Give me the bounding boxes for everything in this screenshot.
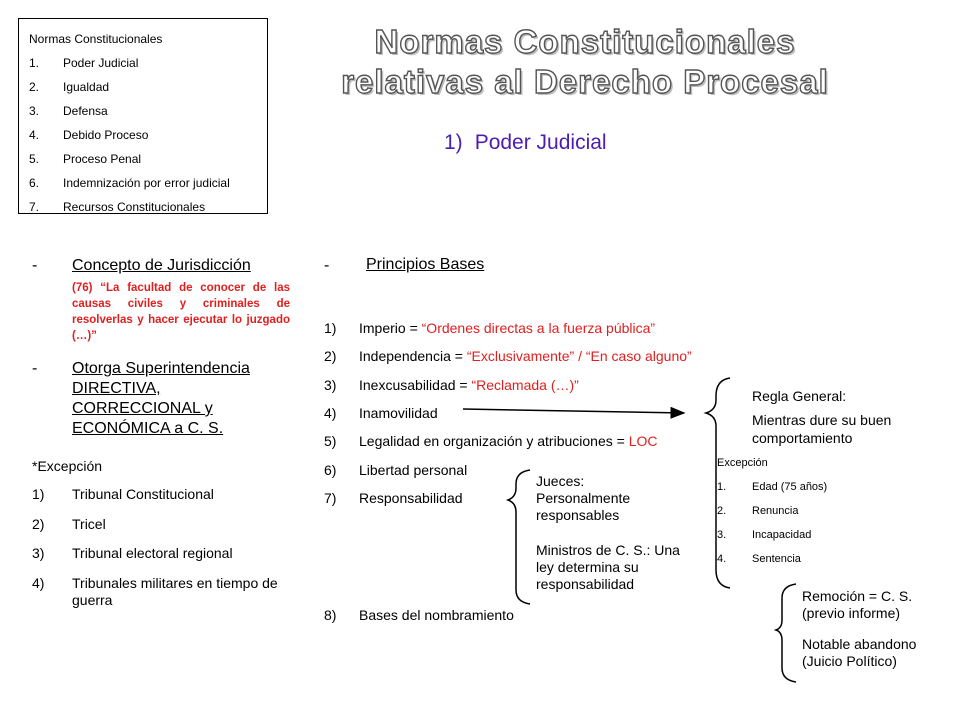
principle-label: Inamovilidad: [359, 405, 438, 421]
jurisdiction-quote: (76) “La facultad de conocer de las causas civiles y criminales de resolverlas y hacer ejecutar lo juzgado (…)”: [72, 282, 290, 342]
concept-heading: Concepto de Jurisdicción: [72, 257, 251, 274]
principles-heading: Principios Bases: [366, 256, 485, 273]
curly-brace: [706, 378, 730, 588]
list-item-num: 3): [32, 545, 45, 561]
principle-num: 7): [324, 490, 337, 506]
index-item-label: Debido Proceso: [63, 128, 149, 142]
index-item-num: 2.: [29, 80, 40, 94]
curly-brace: [508, 470, 530, 604]
principle-quote: “Ordenes directas a la fuerza pública”: [421, 320, 656, 336]
index-item-label: Igualdad: [63, 80, 110, 94]
index-item-label: Recursos Constitucionales: [63, 200, 206, 214]
index-item-num: 5.: [29, 152, 40, 166]
general-rule-heading: Regla General:: [752, 388, 847, 404]
exception-label: Sentencia: [752, 553, 801, 565]
principle-label: Bases del nombramiento: [359, 607, 514, 623]
principle-num: 2): [324, 348, 337, 364]
abandonment-note: Notable abandono (Juicio Político): [802, 636, 917, 669]
principle-quote: “Reclamada (…)”: [471, 377, 579, 393]
principle-num: 8): [324, 607, 337, 623]
title-line-1: Normas Constitucionales: [374, 23, 796, 60]
arrow-connector: [463, 409, 684, 413]
list-item-label: Tribunal electoral regional: [72, 545, 233, 561]
title-line-2: relativas al Derecho Procesal: [341, 63, 829, 100]
exception-label: Edad (75 años): [752, 481, 828, 493]
principle-num: 4): [324, 405, 337, 421]
exception-label: Incapacidad: [752, 529, 812, 541]
index-item-num: 1.: [29, 56, 40, 70]
exception-num: 4.: [717, 553, 727, 565]
principle-num: 6): [324, 462, 337, 478]
list-item-num: 4): [32, 575, 45, 591]
exception-num: 2.: [717, 505, 727, 517]
index-item-label: Poder Judicial: [63, 56, 139, 70]
principle-quote: “Exclusivamente” / “En caso alguno”: [466, 348, 692, 364]
principle-label: Legalidad en organización y atribuciones =: [359, 433, 629, 449]
index-item-num: 3.: [29, 104, 40, 118]
index-item-num: 6.: [29, 176, 40, 190]
exception-label: Renuncia: [752, 505, 799, 517]
subtitle-text: Poder Judicial: [474, 131, 607, 154]
principle-quote: LOC: [628, 433, 658, 449]
superintendence-text: Otorga Superintendencia DIRECTIVA, CORRECCIONAL y ECONÓMICA a C. S.: [72, 360, 250, 437]
judges-note: Jueces: Personalmente responsables: [536, 473, 631, 523]
principle-num: 1): [324, 320, 337, 336]
index-item-num: 4.: [29, 128, 40, 142]
index-item-label: Defensa: [63, 104, 108, 118]
principle-label: Responsabilidad: [359, 490, 463, 506]
exception-heading: *Excepción: [32, 458, 103, 474]
removal-note: Remoción = C. S. (previo informe): [802, 588, 913, 621]
general-rule-text: Mientras dure su buen comportamiento: [752, 412, 892, 446]
principle-label: Libertad personal: [359, 462, 468, 478]
bullet-dash: -: [324, 257, 330, 274]
subtitle-number: 1): [444, 131, 463, 154]
principle-num: 3): [324, 377, 337, 393]
index-item-label: Proceso Penal: [63, 152, 142, 166]
list-item-num: 1): [32, 486, 45, 502]
bullet-dash: -: [32, 257, 38, 274]
exception-heading: Excepción: [717, 457, 768, 469]
ministers-note: Ministros de C. S.: Una ley determina su responsabilidad: [536, 542, 680, 592]
exception-num: 3.: [717, 529, 727, 541]
index-item-num: 7.: [29, 200, 40, 214]
principle-label: Independencia =: [359, 348, 467, 364]
list-item-label: Tribunales militares en tiempo de guerra: [72, 575, 278, 608]
index-heading: Normas Constitucionales: [29, 32, 163, 46]
principle-num: 5): [324, 433, 337, 449]
exception-num: 1.: [717, 481, 727, 493]
curly-brace: [776, 584, 796, 682]
principle-label: Imperio =: [359, 320, 422, 336]
list-item-num: 2): [32, 516, 45, 532]
list-item-label: Tribunal Constitucional: [72, 486, 214, 502]
principle-label: Inexcusabilidad =: [359, 377, 472, 393]
list-item-label: Tricel: [72, 516, 106, 532]
index-item-label: Indemnización por error judicial: [63, 176, 230, 190]
bullet-dash: -: [32, 360, 38, 377]
